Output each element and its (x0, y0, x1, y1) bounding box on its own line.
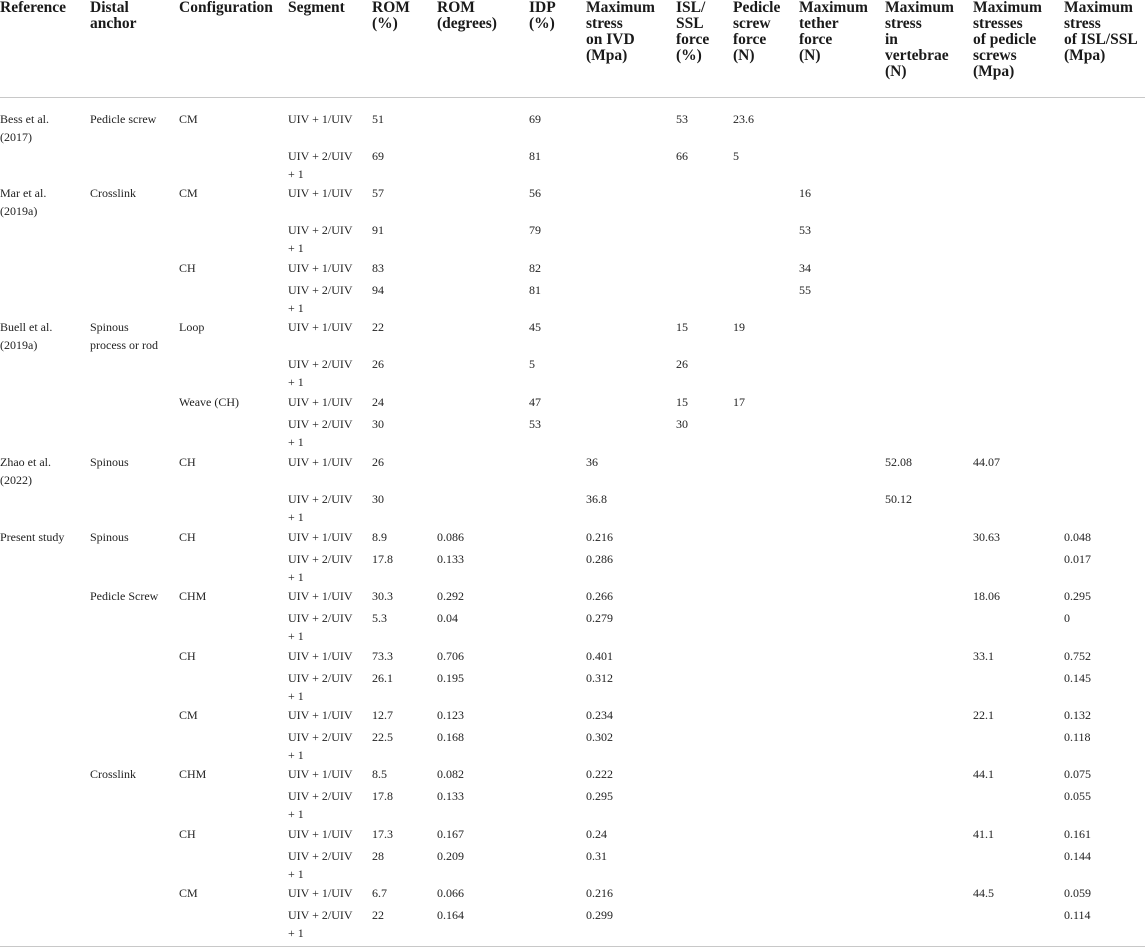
column-header-vert-stress: Maximum stress in vertebrae (N) (885, 0, 954, 80)
table-cell-max-ivd: 0.302 (586, 730, 613, 744)
table-cell-max-ivd: 0.234 (586, 708, 613, 722)
table-cell-isl-stress: 0.048 (1064, 530, 1091, 544)
table-cell-tether-force: 16 (799, 186, 811, 200)
table-cell-rom-deg: 0.209 (437, 849, 464, 863)
column-header-idp: IDP (%) (529, 0, 556, 32)
column-header-config: Configuration (179, 0, 273, 16)
table-cell-vert-stress: 52.08 (885, 455, 912, 469)
column-header-max-ivd: Maximum stress on IVD (Mpa) (586, 0, 655, 64)
table-cell-screw-stress: 33.1 (973, 649, 994, 663)
table-cell-rom-pct: 73.3 (372, 649, 393, 663)
table-cell-screw-force: 19 (733, 320, 745, 334)
table-cell-segment: UIV + 2/UIV + 1 (288, 149, 353, 181)
table-cell-rom-deg: 0.195 (437, 671, 464, 685)
table-cell-isl-force: 15 (676, 395, 688, 409)
table-cell-rom-pct: 17.3 (372, 827, 393, 841)
table-cell-isl-stress: 0.114 (1064, 908, 1091, 922)
table-cell-config: Loop (179, 320, 205, 334)
table-cell-config: CM (179, 112, 198, 126)
table-cell-segment: UIV + 1/UIV (288, 589, 353, 603)
table-cell-rom-deg: 0.164 (437, 908, 464, 922)
table-cell-segment: UIV + 1/UIV (288, 320, 353, 334)
table-cell-rom-deg: 0.292 (437, 589, 464, 603)
table-cell-segment: UIV + 1/UIV (288, 530, 353, 544)
table-cell-segment: UIV + 1/UIV (288, 708, 353, 722)
table-cell-segment: UIV + 1/UIV (288, 827, 353, 841)
table-cell-config: Weave (CH) (179, 395, 240, 409)
table-cell-screw-stress: 44.5 (973, 886, 994, 900)
column-header-screw-stress: Maximum stresses of pedicle screws (Mpa) (973, 0, 1042, 80)
table-cell-segment: UIV + 2/UIV + 1 (288, 492, 353, 524)
table-cell-rom-deg: 0.086 (437, 530, 464, 544)
table-cell-anchor: Pedicle screw (90, 112, 157, 126)
table-cell-screw-force: 5 (733, 149, 739, 163)
table-cell-config: CHM (179, 767, 207, 781)
table-cell-segment: UIV + 1/UIV (288, 767, 353, 781)
table-cell-rom-deg: 0.123 (437, 708, 464, 722)
table-cell-screw-stress: 22.1 (973, 708, 994, 722)
table-cell-rom-pct: 83 (372, 261, 384, 275)
table-cell-segment: UIV + 2/UIV + 1 (288, 417, 353, 449)
column-header-segment: Segment (288, 0, 345, 16)
table-cell-screw-stress: 18.06 (973, 589, 1000, 603)
table-cell-rom-deg: 0.133 (437, 789, 464, 803)
table-cell-segment: UIV + 2/UIV + 1 (288, 283, 353, 315)
table-cell-rom-pct: 8.9 (372, 530, 387, 544)
table-cell-ref: Mar et al. (2019a) (0, 186, 47, 218)
table-cell-isl-force: 66 (676, 149, 688, 163)
table-cell-screw-stress: 41.1 (973, 827, 994, 841)
table-cell-idp: 69 (529, 112, 541, 126)
table-cell-isl-stress: 0.059 (1064, 886, 1091, 900)
table-cell-max-ivd: 0.216 (586, 886, 613, 900)
table-cell-isl-force: 15 (676, 320, 688, 334)
table-cell-rom-pct: 22.5 (372, 730, 393, 744)
column-header-isl-force: ISL/ SSL force (%) (676, 0, 710, 64)
table-cell-rom-deg: 0.04 (437, 611, 458, 625)
table-cell-isl-stress: 0 (1064, 611, 1070, 625)
table-cell-rom-pct: 26 (372, 455, 384, 469)
table-cell-tether-force: 55 (799, 283, 811, 297)
table-cell-isl-stress: 0.132 (1064, 708, 1091, 722)
table-cell-anchor: Spinous process or rod (90, 320, 158, 352)
table-cell-rom-deg: 0.168 (437, 730, 464, 744)
table-cell-isl-stress: 0.145 (1064, 671, 1091, 685)
table-cell-anchor: Crosslink (90, 767, 137, 781)
table-cell-max-ivd: 0.299 (586, 908, 613, 922)
column-header-isl-stress: Maximum stress of ISL/SSL (Mpa) (1064, 0, 1138, 64)
table-cell-segment: UIV + 2/UIV + 1 (288, 789, 353, 821)
table-cell-idp: 45 (529, 320, 541, 334)
table-cell-rom-pct: 26.1 (372, 671, 393, 685)
table-cell-rom-pct: 17.8 (372, 789, 393, 803)
table-cell-idp: 56 (529, 186, 541, 200)
table-cell-config: CM (179, 886, 198, 900)
table-cell-rom-pct: 69 (372, 149, 384, 163)
table-cell-rom-pct: 28 (372, 849, 384, 863)
table-cell-segment: UIV + 1/UIV (288, 261, 353, 275)
table-cell-isl-stress: 0.017 (1064, 552, 1091, 566)
table-cell-idp: 5 (529, 357, 535, 371)
table-cell-isl-stress: 0.075 (1064, 767, 1091, 781)
table-cell-isl-force: 53 (676, 112, 688, 126)
table-cell-rom-pct: 30 (372, 417, 384, 431)
table-cell-ref: Present study (0, 530, 65, 544)
table-cell-rom-deg: 0.167 (437, 827, 464, 841)
table-cell-rom-pct: 91 (372, 223, 384, 237)
table-cell-max-ivd: 36 (586, 455, 598, 469)
table-cell-rom-pct: 8.5 (372, 767, 387, 781)
column-header-tether-force: Maximum tether force (N) (799, 0, 868, 64)
table-cell-rom-pct: 24 (372, 395, 384, 409)
table-cell-segment: UIV + 2/UIV + 1 (288, 611, 353, 643)
table-cell-rom-deg: 0.082 (437, 767, 464, 781)
table-cell-rom-pct: 94 (372, 283, 384, 297)
table-cell-rom-pct: 6.7 (372, 886, 387, 900)
table-cell-idp: 82 (529, 261, 541, 275)
table-cell-rom-deg: 0.706 (437, 649, 464, 663)
table-cell-rom-pct: 5.3 (372, 611, 387, 625)
table-cell-segment: UIV + 1/UIV (288, 649, 353, 663)
table-cell-config: CH (179, 530, 196, 544)
table-cell-isl-force: 30 (676, 417, 688, 431)
table-cell-rom-pct: 12.7 (372, 708, 393, 722)
table-cell-isl-stress: 0.144 (1064, 849, 1091, 863)
column-header-rom-pct: ROM (%) (372, 0, 410, 32)
table-cell-segment: UIV + 2/UIV + 1 (288, 908, 353, 940)
table-cell-anchor: Spinous (90, 530, 129, 544)
table-cell-max-ivd: 0.286 (586, 552, 613, 566)
table-cell-rom-pct: 30.3 (372, 589, 393, 603)
table-cell-tether-force: 34 (799, 261, 811, 275)
table-cell-config: CHM (179, 589, 207, 603)
table-cell-max-ivd: 0.222 (586, 767, 613, 781)
table-cell-max-ivd: 0.312 (586, 671, 613, 685)
table-cell-isl-stress: 0.161 (1064, 827, 1091, 841)
table-cell-segment: UIV + 2/UIV + 1 (288, 671, 353, 703)
column-header-screw-force: Pedicle screw force (N) (733, 0, 781, 64)
table-cell-isl-stress: 0.118 (1064, 730, 1091, 744)
table-cell-anchor: Spinous (90, 455, 129, 469)
table-cell-idp: 81 (529, 149, 541, 163)
table-cell-segment: UIV + 1/UIV (288, 186, 353, 200)
table-cell-ref: Zhao et al. (2022) (0, 455, 51, 487)
table-cell-segment: UIV + 2/UIV + 1 (288, 223, 353, 255)
table-cell-rom-pct: 57 (372, 186, 384, 200)
table-cell-config: CM (179, 708, 198, 722)
table-cell-segment: UIV + 2/UIV + 1 (288, 849, 353, 881)
table-cell-idp: 47 (529, 395, 541, 409)
table-cell-ref: Bess et al. (2017) (0, 112, 49, 144)
table-cell-rom-pct: 22 (372, 908, 384, 922)
table-cell-rom-pct: 26 (372, 357, 384, 371)
table-cell-idp: 81 (529, 283, 541, 297)
table-cell-ref: Buell et al. (2019a) (0, 320, 53, 352)
table-cell-screw-stress: 44.07 (973, 455, 1000, 469)
table-cell-idp: 79 (529, 223, 541, 237)
table-cell-config: CM (179, 186, 198, 200)
table-cell-segment: UIV + 1/UIV (288, 395, 353, 409)
table-cell-max-ivd: 0.295 (586, 789, 613, 803)
column-header-ref: Reference (0, 0, 66, 16)
table-cell-rom-pct: 51 (372, 112, 384, 126)
table-cell-config: CH (179, 261, 196, 275)
table-cell-max-ivd: 36.8 (586, 492, 607, 506)
header-rule (0, 97, 1145, 98)
table-cell-segment: UIV + 1/UIV (288, 112, 353, 126)
table-cell-tether-force: 53 (799, 223, 811, 237)
table-cell-rom-pct: 30 (372, 492, 384, 506)
table-cell-rom-pct: 17.8 (372, 552, 393, 566)
table-cell-config: CH (179, 827, 196, 841)
table-cell-screw-force: 17 (733, 395, 745, 409)
table-cell-screw-stress: 30.63 (973, 530, 1000, 544)
table-cell-anchor: Pedicle Screw (90, 589, 159, 603)
table-cell-idp: 53 (529, 417, 541, 431)
table-cell-segment: UIV + 2/UIV + 1 (288, 357, 353, 389)
table-cell-screw-force: 23.6 (733, 112, 754, 126)
table-cell-config: CH (179, 455, 196, 469)
table-cell-segment: UIV + 1/UIV (288, 886, 353, 900)
bottom-rule (0, 946, 1145, 947)
table-cell-isl-stress: 0.752 (1064, 649, 1091, 663)
table-cell-segment: UIV + 2/UIV + 1 (288, 730, 353, 762)
table-cell-vert-stress: 50.12 (885, 492, 912, 506)
table-cell-isl-stress: 0.295 (1064, 589, 1091, 603)
table-cell-screw-stress: 44.1 (973, 767, 994, 781)
table-cell-max-ivd: 0.31 (586, 849, 607, 863)
table-cell-isl-force: 26 (676, 357, 688, 371)
table-cell-max-ivd: 0.279 (586, 611, 613, 625)
table-cell-rom-pct: 22 (372, 320, 384, 334)
table-cell-max-ivd: 0.24 (586, 827, 607, 841)
column-header-rom-deg: ROM (degrees) (437, 0, 497, 32)
table-cell-max-ivd: 0.401 (586, 649, 613, 663)
column-header-anchor: Distal anchor (90, 0, 137, 32)
table-cell-rom-deg: 0.066 (437, 886, 464, 900)
table-cell-anchor: Crosslink (90, 186, 137, 200)
table-cell-segment: UIV + 1/UIV (288, 455, 353, 469)
table-cell-max-ivd: 0.266 (586, 589, 613, 603)
table-cell-isl-stress: 0.055 (1064, 789, 1091, 803)
table-cell-segment: UIV + 2/UIV + 1 (288, 552, 353, 584)
table-cell-max-ivd: 0.216 (586, 530, 613, 544)
table-cell-rom-deg: 0.133 (437, 552, 464, 566)
table-cell-config: CH (179, 649, 196, 663)
